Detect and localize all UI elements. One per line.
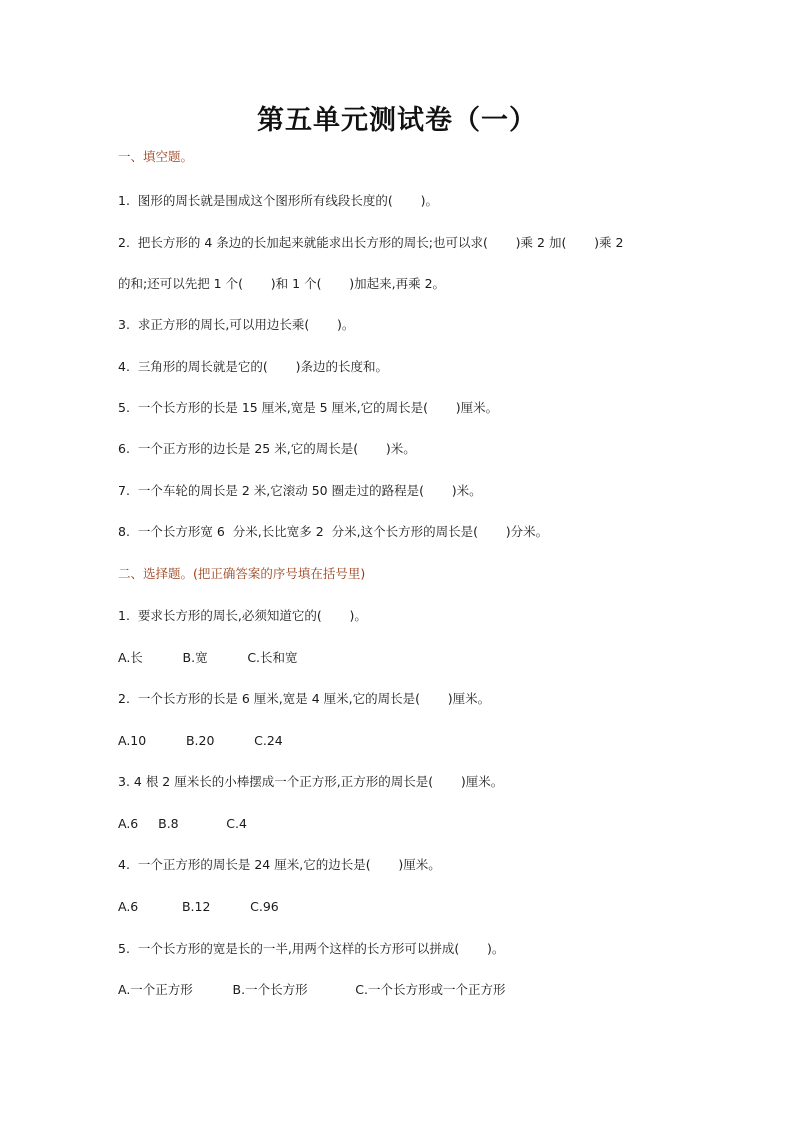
answer-options: A.一个正方形 B.一个长方形 C.一个长方形或一个正方形 [118,982,506,997]
question-line: 7. 一个车轮的周长是 2 米,它滚动 50 圈走过的路程是( )米。 [118,483,482,498]
question-line: 1. 图形的周长就是围成这个图形所有线段长度的( )。 [118,193,438,208]
question-line: 的和;还可以先把 1 个( )和 1 个( )加起来,再乘 2。 [118,276,446,291]
question-line: 4. 三角形的周长就是它的( )条边的长度和。 [118,359,388,374]
question-line: 2. 把长方形的 4 条边的长加起来就能求出长方形的周长;也可以求( )乘 2 加( )乘 2 [118,235,624,250]
page-title: 第五单元测试卷（一） [257,105,537,136]
question-line: 3. 求正方形的周长,可以用边长乘( )。 [118,317,355,332]
question-line: 1. 要求长方形的周长,必须知道它的( )。 [118,608,367,623]
section-heading-fill-in: 一、填空题。 [118,149,194,164]
section-heading-choice: 二、选择题。(把正确答案的序号填在括号里) [118,566,366,581]
question-line: 2. 一个长方形的长是 6 厘米,宽是 4 厘米,它的周长是( )厘米。 [118,691,491,706]
question-line: 4. 一个正方形的周长是 24 厘米,它的边长是( )厘米。 [118,857,441,872]
question-line: 6. 一个正方形的边长是 25 米,它的周长是( )米。 [118,441,416,456]
answer-options: A.6 B.12 C.96 [118,899,279,914]
question-line: 5. 一个长方形的长是 15 厘米,宽是 5 厘米,它的周长是( )厘米。 [118,400,499,415]
answer-options: A.10 B.20 C.24 [118,733,283,748]
question-line: 8. 一个长方形宽 6 分米,长比宽多 2 分米,这个长方形的周长是( )分米。 [118,524,549,539]
question-line: 5. 一个长方形的宽是长的一半,用两个这样的长方形可以拼成( )。 [118,941,505,956]
answer-options: A.长 B.宽 C.长和宽 [118,650,298,665]
question-line: 3. 4 根 2 厘米长的小棒摆成一个正方形,正方形的周长是( )厘米。 [118,774,504,789]
answer-options: A.6 B.8 C.4 [118,816,247,831]
